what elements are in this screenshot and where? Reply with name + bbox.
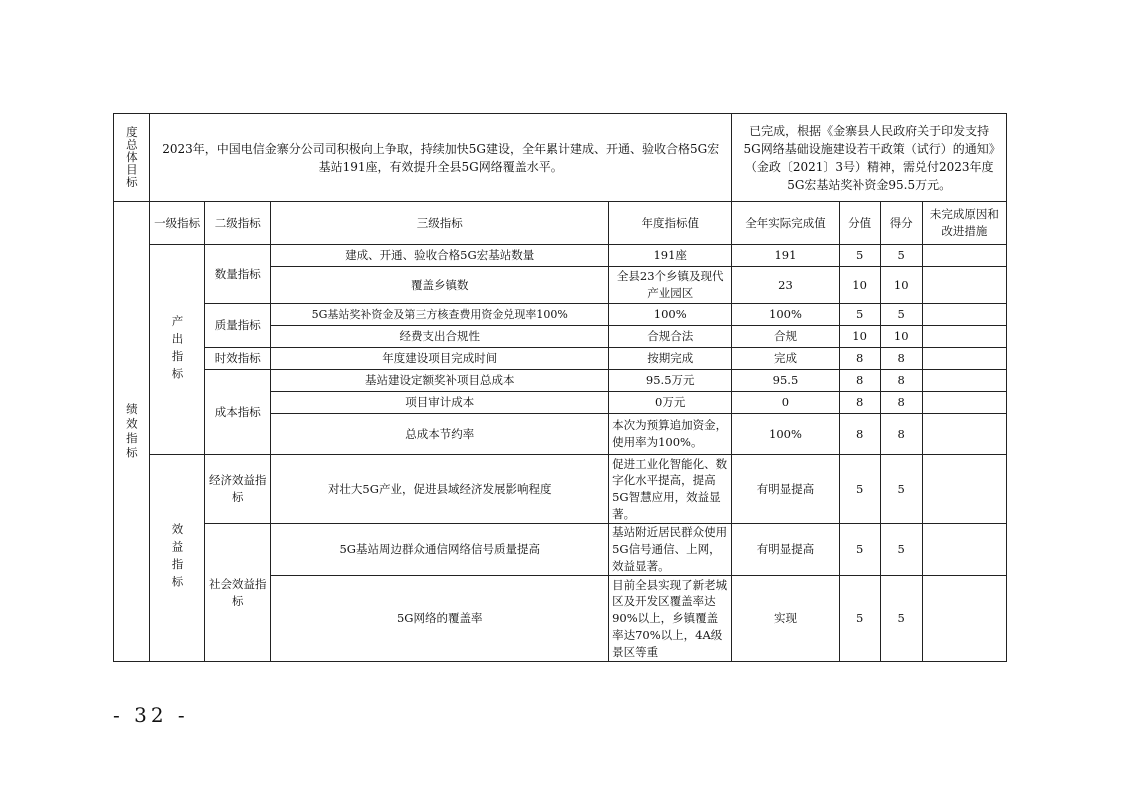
indicator-reason xyxy=(922,326,1006,348)
table-row xyxy=(114,245,1007,267)
indicator-value: 8 xyxy=(839,370,880,392)
indicator-value: 5 xyxy=(839,455,880,524)
indicator-score: 8 xyxy=(880,370,922,392)
indicator-reason xyxy=(922,370,1006,392)
indicator-value: 5 xyxy=(839,304,880,326)
group-output: 产出指标 xyxy=(150,245,205,455)
header-level2: 二级指标 xyxy=(205,202,271,245)
indicator-score: 8 xyxy=(880,392,922,414)
indicator-value: 8 xyxy=(839,392,880,414)
indicator-reason xyxy=(922,524,1006,576)
indicator-target: 0万元 xyxy=(609,392,732,414)
indicator-target: 促进工业化智能化、数字化水平提高，提高5G智慧应用，效益显著。 xyxy=(609,455,732,524)
indicator-reason xyxy=(922,576,1006,662)
indicator-reason xyxy=(922,414,1006,455)
indicator-score: 5 xyxy=(880,576,922,662)
indicator-target: 191座 xyxy=(609,245,732,267)
group-cost: 成本指标 xyxy=(205,370,271,455)
goal-label: 度总体目标 xyxy=(114,114,150,202)
indicator-target: 按期完成 xyxy=(609,348,732,370)
header-score: 得分 xyxy=(880,202,922,245)
goal-target: 2023年，中国电信金寨分公司司积极向上争取，持续加快5G建设，全年累计建成、开通、验收合格5G宏基站191座，有效提升全县5G网络覆盖水平。 xyxy=(150,114,732,202)
goal-row xyxy=(114,114,1007,202)
indicator-target: 目前全县实现了新老城区及开发区覆盖率达90%以上，乡镇覆盖率达70%以上，4A级景区等重 xyxy=(609,576,732,662)
indicator-actual: 100% xyxy=(732,304,839,326)
indicator-score: 10 xyxy=(880,267,922,304)
table-row xyxy=(114,524,1007,576)
indicator-reason xyxy=(922,245,1006,267)
indicator-value: 5 xyxy=(839,524,880,576)
indicator-score: 5 xyxy=(880,304,922,326)
header-actual-value: 全年实际完成值 xyxy=(732,202,839,245)
group-social: 社会效益指标 xyxy=(205,524,271,662)
indicator-target: 合规合法 xyxy=(609,326,732,348)
indicator-score: 8 xyxy=(880,348,922,370)
indicator-reason xyxy=(922,348,1006,370)
indicator-target: 95.5万元 xyxy=(609,370,732,392)
header-row xyxy=(114,202,1007,245)
indicator-actual: 191 xyxy=(732,245,839,267)
table-row xyxy=(114,304,1007,326)
indicator-actual: 合规 xyxy=(732,326,839,348)
table-row xyxy=(114,370,1007,392)
indicator-name: 5G网络的覆盖率 xyxy=(271,576,609,662)
group-quantity: 数量指标 xyxy=(205,245,271,304)
indicator-name: 经费支出合规性 xyxy=(271,326,609,348)
indicator-actual: 23 xyxy=(732,267,839,304)
indicator-actual: 有明显提高 xyxy=(732,524,839,576)
indicator-actual: 有明显提高 xyxy=(732,455,839,524)
indicator-actual: 100% xyxy=(732,414,839,455)
indicator-score: 5 xyxy=(880,455,922,524)
group-timeliness: 时效指标 xyxy=(205,348,271,370)
indicator-value: 8 xyxy=(839,348,880,370)
indicator-name: 5G基站奖补资金及第三方核查费用资金兑现率100% xyxy=(271,304,609,326)
indicator-value: 10 xyxy=(839,326,880,348)
indicator-actual: 完成 xyxy=(732,348,839,370)
page-number: - 32 - xyxy=(113,703,189,727)
indicator-value: 5 xyxy=(839,576,880,662)
indicator-actual: 0 xyxy=(732,392,839,414)
indicator-name: 对壮大5G产业，促进县域经济发展影响程度 xyxy=(271,455,609,524)
indicator-name: 基站建设定额奖补项目总成本 xyxy=(271,370,609,392)
indicator-reason xyxy=(922,304,1006,326)
table-row xyxy=(114,348,1007,370)
header-reason: 未完成原因和改进措施 xyxy=(922,202,1006,245)
goal-actual: 已完成，根据《金寨县人民政府关于印发支持5G网络基础设施建设若干政策（试行）的通知》（金政〔2021〕3号）精神，需兑付2023年度5G宏基站奖补资金95.5万元。 xyxy=(732,114,1007,202)
header-target-value: 年度指标值 xyxy=(609,202,732,245)
indicator-target: 基站附近居民群众使用5G信号通信、上网，效益显著。 xyxy=(609,524,732,576)
section-label: 绩效指标 xyxy=(114,202,150,662)
indicator-actual: 95.5 xyxy=(732,370,839,392)
indicator-target: 本次为预算追加资金，使用率为100%。 xyxy=(609,414,732,455)
indicator-target: 全县23个乡镇及现代产业园区 xyxy=(609,267,732,304)
indicator-score: 10 xyxy=(880,326,922,348)
indicator-value: 5 xyxy=(839,245,880,267)
indicator-value: 8 xyxy=(839,414,880,455)
indicator-score: 8 xyxy=(880,414,922,455)
indicator-actual: 实现 xyxy=(732,576,839,662)
group-benefit: 效益指标 xyxy=(150,455,205,662)
header-level1: 一级指标 xyxy=(150,202,205,245)
group-quality: 质量指标 xyxy=(205,304,271,348)
indicator-name: 建成、开通、验收合格5G宏基站数量 xyxy=(271,245,609,267)
indicator-score: 5 xyxy=(880,245,922,267)
indicator-value: 10 xyxy=(839,267,880,304)
indicator-name: 5G基站周边群众通信网络信号质量提高 xyxy=(271,524,609,576)
indicator-reason xyxy=(922,455,1006,524)
indicator-reason xyxy=(922,392,1006,414)
header-score-value: 分值 xyxy=(839,202,880,245)
indicator-name: 总成本节约率 xyxy=(271,414,609,455)
indicator-name: 覆盖乡镇数 xyxy=(271,267,609,304)
header-level3: 三级指标 xyxy=(271,202,609,245)
performance-table xyxy=(113,113,1007,662)
table-row xyxy=(114,455,1007,524)
indicator-target: 100% xyxy=(609,304,732,326)
group-economic: 经济效益指标 xyxy=(205,455,271,524)
indicator-name: 项目审计成本 xyxy=(271,392,609,414)
indicator-score: 5 xyxy=(880,524,922,576)
indicator-name: 年度建设项目完成时间 xyxy=(271,348,609,370)
indicator-reason xyxy=(922,267,1006,304)
